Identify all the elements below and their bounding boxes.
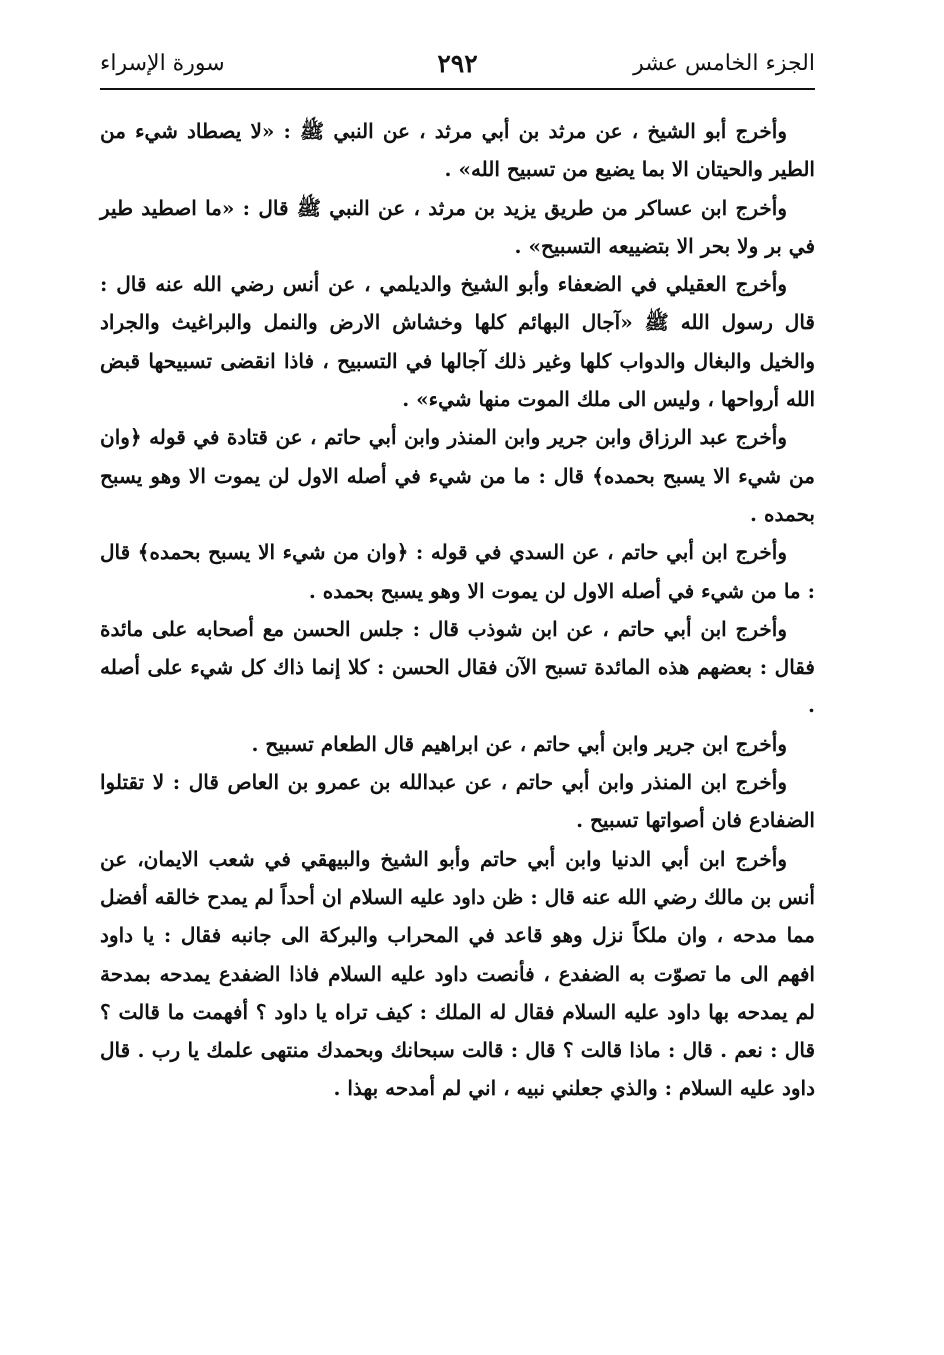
paragraph: وأخرج ابن أبي حاتم ، عن ابن شوذب قال : جلس الحسن مع أصحابه على مائدة فقال : بعضهم هذه المائدة تسبح الآن فقال الحسن : كلا إنما ذاك كل شيء على أصله . [100, 616, 815, 718]
page-number: ٢٩٢ [437, 49, 478, 78]
running-header [100, 40, 815, 90]
paragraph: وأخرج ابن عساكر من طريق يزيد بن مرثد ، عن النبي ﷺ قال : «ما اصطيد طير في بر ولا بحر الا بتضييعه التسبيح» . [100, 195, 815, 258]
paragraph: وأخرج ابن أبي الدنيا وابن أبي حاتم وأبو الشيخ والبيهقي في شعب الايمان، عن أنس بن مالك رضي الله عنه قال : ظن داود عليه السلام ان أحداً لم يمدح خالقه أفضل مما مدحه ، وان ملكاً نزل وهو قاعد في المحراب والبركة الى جانبه فقال : يا داود افهم الى ما تصوّت به الضفدع ، فأنصت داود عليه السلام فاذا الضفدع يمدحه بمدحة لم يمدحه بها داود عليه السلام فقال له الملك : كيف تراه يا داود ؟ أفهمت ما قالت ؟ قال : نعم . قال : ماذا قالت ؟ قال : قالت سبحانك وبحمدك منتهى علمك يا رب . قال داود عليه السلام : والذي جعلني نبيه ، اني لم أمدحه بهذا . [100, 846, 815, 1101]
surah-title: سورة الإسراء [100, 51, 225, 76]
paragraph: وأخرج العقيلي في الضعفاء وأبو الشيخ والديلمي ، عن أنس رضي الله عنه قال : قال رسول الله ﷺ «آجال البهائم كلها وخشاش الارض والنمل والبراغيث والجراد والخيل والبغال والدواب كلها وغير ذلك آجالها في التسبيح ، فاذا انقضى تسبيحها قبض الله أرواحها ، وليس الى ملك الموت منها شيء» . [100, 272, 815, 412]
book-page [100, 40, 815, 1320]
page-body [100, 112, 815, 1108]
paragraph: وأخرج ابن أبي حاتم ، عن السدي في قوله : ﴿وان من شيء الا يسبح بحمده﴾ قال : ما من شيء في أصله الاول لن يموت الا وهو يسبح بحمده . [100, 540, 815, 603]
paragraph: وأخرج ابن المنذر وابن أبي حاتم ، عن عبدالله بن عمرو بن العاص قال : لا تقتلوا الضفادع فان أصواتها تسبيح . [100, 770, 815, 833]
paragraph: وأخرج عبد الرزاق وابن جرير وابن المنذر وابن أبي حاتم ، عن قتادة في قوله ﴿وان من شيء الا يسبح بحمده﴾ قال : ما من شيء في أصله الاول لن يموت الا وهو يسبح بحمده . [100, 425, 815, 526]
paragraph: وأخرج ابن جرير وابن أبي حاتم ، عن ابراهيم قال الطعام تسبيح . [251, 731, 787, 756]
part-title: الجزء الخامس عشر [633, 51, 815, 76]
paragraph: وأخرج أبو الشيخ ، عن مرثد بن أبي مرثد ، عن النبي ﷺ : «لا يصطاد شيء من الطير والحيتان الا بما يضيع من تسبيح الله» . [100, 119, 815, 182]
